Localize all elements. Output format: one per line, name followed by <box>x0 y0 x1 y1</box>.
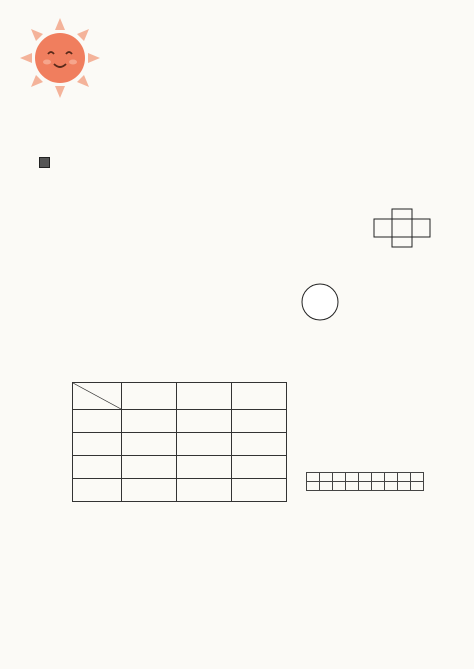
table-row <box>73 410 287 433</box>
smiling-sun-logo <box>18 16 102 100</box>
egg-composition-pie-chart <box>310 374 400 456</box>
cell-year <box>73 433 122 456</box>
cell-actual <box>177 410 232 433</box>
cell-plan <box>122 456 177 479</box>
cube-icon <box>39 157 50 168</box>
cell-growth <box>232 433 287 456</box>
table-row <box>73 479 287 502</box>
table-row <box>73 456 287 479</box>
cell-year <box>73 456 122 479</box>
cell-growth <box>232 456 287 479</box>
diagonal-divider <box>73 383 121 409</box>
table-row <box>73 433 287 456</box>
statistics-table <box>72 382 287 502</box>
cell-plan <box>122 479 177 502</box>
cell-growth <box>232 410 287 433</box>
cell-year <box>73 410 122 433</box>
cell-year <box>73 479 122 502</box>
cell-actual <box>177 479 232 502</box>
shaded-grid-figure <box>306 472 424 491</box>
table-header-plan <box>122 383 177 410</box>
box-net-diagram <box>372 207 432 249</box>
cell-plan <box>122 410 177 433</box>
table-header-growth <box>232 383 287 410</box>
table-header-actual <box>177 383 232 410</box>
table-corner-cell <box>73 383 122 410</box>
circle-to-parallelogram-figure <box>300 282 460 322</box>
question-2-line1 <box>38 157 51 172</box>
cell-plan <box>122 433 177 456</box>
cell-growth <box>232 479 287 502</box>
cell-actual <box>177 456 232 479</box>
cell-actual <box>177 433 232 456</box>
